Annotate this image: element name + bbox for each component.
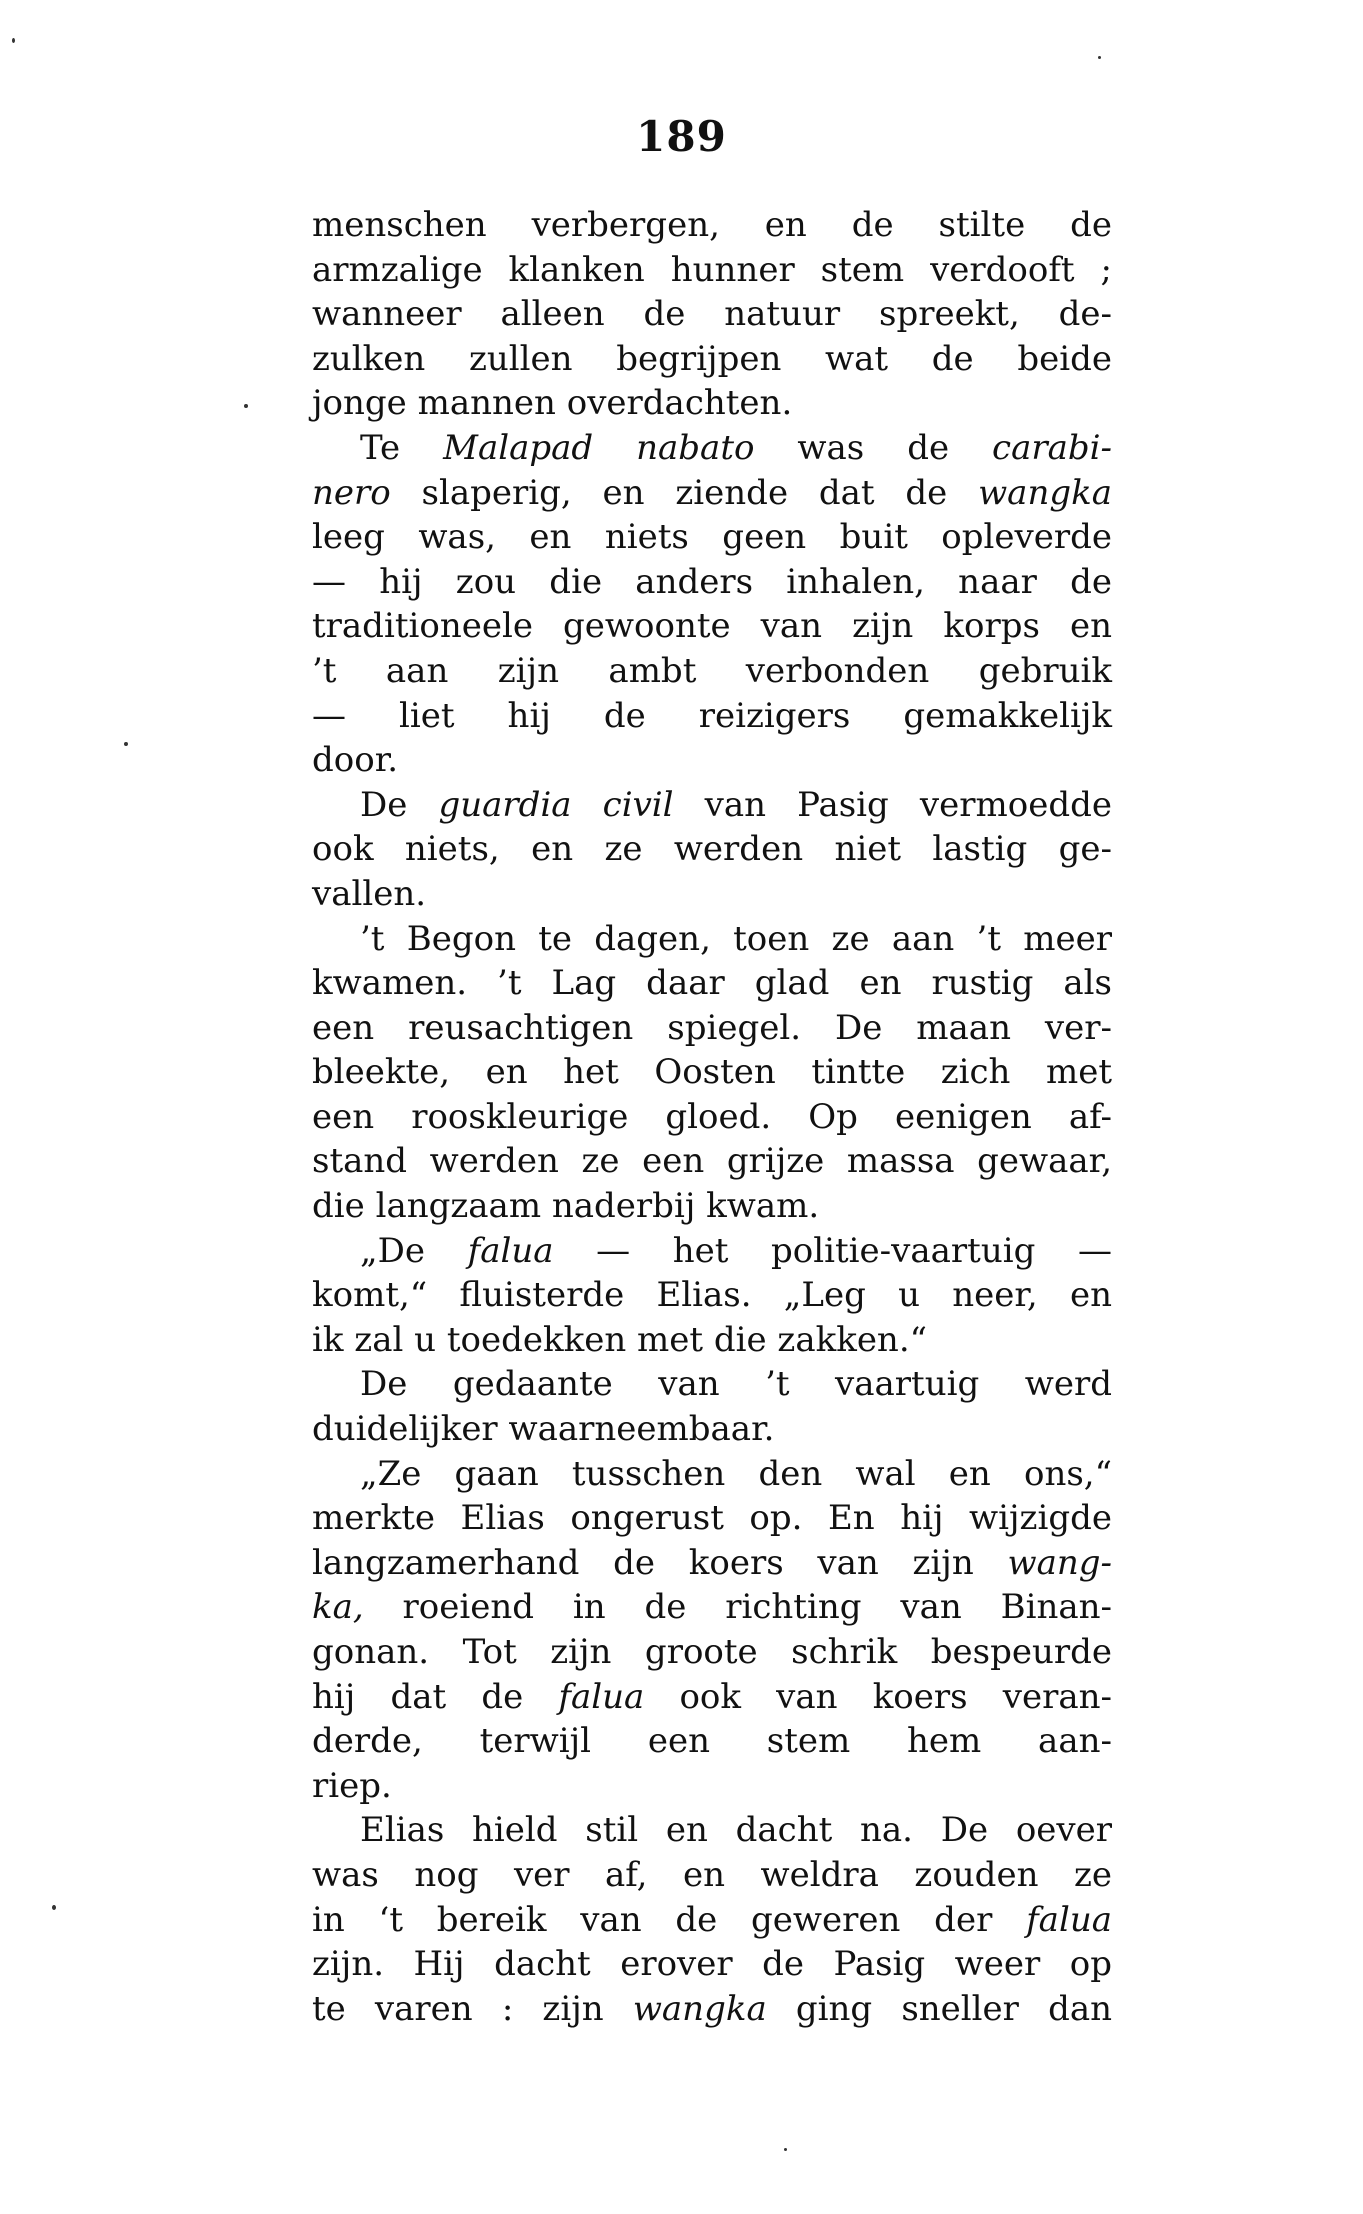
text-segment: komt,“ fluisterde Elias. „Leg u neer, en bbox=[312, 1275, 1112, 1316]
text-line bbox=[312, 1229, 1112, 1274]
text-segment: was nog ver af, en weldra zouden ze bbox=[312, 1854, 1112, 1895]
text-segment: roeiend in de richting van Binan- bbox=[363, 1587, 1112, 1628]
text-segment: bleekte, en het Oosten tintte zich met bbox=[312, 1052, 1112, 1093]
text-segment: vallen. bbox=[312, 873, 427, 914]
text-line bbox=[312, 1006, 1112, 1051]
text-line bbox=[312, 337, 1112, 382]
italic-text: nero bbox=[312, 472, 391, 513]
text-line bbox=[312, 203, 1112, 248]
text-line bbox=[312, 1318, 1112, 1363]
text-line bbox=[312, 1853, 1112, 1898]
text-segment: ’t Begon te dagen, toen ze aan ’t meer bbox=[360, 918, 1112, 959]
text-line bbox=[312, 1630, 1112, 1675]
text-segment: te varen : zijn bbox=[312, 1988, 633, 2029]
text-segment: Te bbox=[360, 427, 444, 468]
text-line bbox=[312, 471, 1112, 516]
text-line bbox=[312, 694, 1112, 739]
text-line bbox=[312, 872, 1112, 917]
text-line bbox=[312, 1585, 1112, 1630]
italic-text: wang- bbox=[1007, 1542, 1112, 1583]
text-segment: zijn. Hij dacht erover de Pasig weer op bbox=[312, 1944, 1112, 1985]
text-line bbox=[312, 1050, 1112, 1095]
text-segment: derde, terwijl een stem hem aan- bbox=[312, 1721, 1112, 1762]
text-line bbox=[312, 560, 1112, 605]
text-segment: menschen verbergen, en de stilte de bbox=[312, 205, 1112, 245]
print-speck bbox=[124, 742, 128, 746]
italic-text: ka, bbox=[312, 1587, 364, 1628]
text-line bbox=[312, 1362, 1112, 1407]
print-speck bbox=[1098, 56, 1101, 59]
text-segment: duidelijker waarneembaar. bbox=[312, 1409, 775, 1450]
text-segment: een rooskleurige gloed. Op eenigen af- bbox=[312, 1096, 1112, 1137]
text-line bbox=[312, 1675, 1112, 1720]
text-segment: wanneer alleen de natuur spreekt, de- bbox=[312, 294, 1112, 335]
body-text bbox=[312, 203, 1112, 2031]
text-segment: hij dat de bbox=[312, 1676, 559, 1717]
italic-text: carabi- bbox=[992, 427, 1113, 468]
text-line bbox=[312, 1898, 1112, 1943]
text-line bbox=[312, 1719, 1112, 1764]
italic-text: Malapad nabato bbox=[443, 427, 755, 468]
print-speck bbox=[784, 2148, 787, 2151]
text-segment: jonge mannen overdachten. bbox=[312, 383, 793, 424]
text-segment: ook niets, en ze werden niet lastig ge- bbox=[312, 829, 1112, 870]
text-segment: die langzaam naderbij kwam. bbox=[312, 1186, 820, 1227]
text-segment: langzamerhand de koers van zijn bbox=[312, 1542, 1008, 1583]
text-line bbox=[312, 1808, 1112, 1853]
text-line bbox=[312, 649, 1112, 694]
text-line bbox=[312, 1541, 1112, 1586]
text-line bbox=[312, 917, 1112, 962]
text-line bbox=[312, 1764, 1112, 1809]
text-line bbox=[312, 1095, 1112, 1140]
text-segment: merkte Elias ongerust op. En hij wijzigde bbox=[312, 1498, 1112, 1539]
text-segment: armzalige klanken hunner stem verdooft ; bbox=[312, 249, 1112, 290]
text-segment: riep. bbox=[312, 1765, 392, 1806]
text-line bbox=[312, 1184, 1112, 1229]
italic-text: guardia civil bbox=[438, 784, 674, 825]
text-segment: in ‘t bereik van de geweren der bbox=[312, 1899, 1027, 1940]
text-segment: door. bbox=[312, 740, 399, 781]
text-line bbox=[312, 1139, 1112, 1184]
text-segment: „De bbox=[360, 1230, 468, 1271]
text-segment: ik zal u toedekken met die zakken.“ bbox=[312, 1319, 928, 1360]
text-segment: — liet hij de reizigers gemakkelijk bbox=[312, 695, 1112, 736]
italic-text: wangka bbox=[632, 1988, 767, 2029]
text-line bbox=[312, 604, 1112, 649]
text-line bbox=[312, 292, 1112, 337]
text-segment: ging sneller dan bbox=[766, 1988, 1112, 2029]
text-segment: van Pasig vermoedde bbox=[673, 784, 1112, 825]
text-segment: leeg was, en niets geen buit opleverde bbox=[312, 517, 1112, 558]
text-line bbox=[312, 426, 1112, 471]
page-number: 189 bbox=[636, 112, 727, 161]
text-segment: was de bbox=[754, 427, 993, 468]
text-segment: een reusachtigen spiegel. De maan ver- bbox=[312, 1007, 1112, 1048]
text-line bbox=[312, 1942, 1112, 1987]
text-segment: — het politie-vaartuig — bbox=[553, 1230, 1112, 1271]
text-segment: ook van koers veran- bbox=[644, 1676, 1112, 1717]
italic-text: falua bbox=[467, 1230, 554, 1271]
text-line bbox=[312, 381, 1112, 426]
text-segment: „Ze gaan tusschen den wal en ons,“ bbox=[360, 1453, 1112, 1494]
italic-text: falua bbox=[558, 1676, 645, 1717]
italic-text: falua bbox=[1026, 1899, 1112, 1940]
text-segment: gonan. Tot zijn groote schrik bespeurde bbox=[312, 1632, 1112, 1672]
text-line bbox=[312, 515, 1112, 560]
text-line bbox=[312, 783, 1112, 828]
text-segment: Elias hield stil en dacht na. De oever bbox=[360, 1810, 1112, 1851]
print-speck bbox=[52, 1905, 56, 1910]
text-line bbox=[312, 738, 1112, 783]
text-segment: De bbox=[360, 784, 439, 825]
text-segment: stand werden ze een grijze massa gewaar, bbox=[312, 1141, 1112, 1182]
text-line bbox=[312, 248, 1112, 293]
text-line bbox=[312, 1407, 1112, 1452]
print-speck bbox=[244, 404, 248, 408]
print-speck bbox=[12, 38, 15, 43]
text-line bbox=[312, 1496, 1112, 1541]
text-line bbox=[312, 1452, 1112, 1497]
text-segment: — hij zou die anders inhalen, naar de bbox=[312, 561, 1112, 602]
text-line bbox=[312, 1273, 1112, 1318]
text-segment: traditioneele gewoonte van zijn korps en bbox=[312, 606, 1112, 647]
italic-text: wangka bbox=[978, 472, 1112, 513]
text-segment: De gedaante van ’t vaartuig werd bbox=[360, 1364, 1112, 1405]
text-segment: ’t aan zijn ambt verbonden gebruik bbox=[312, 650, 1112, 691]
text-line bbox=[312, 827, 1112, 872]
text-segment: slaperig, en ziende dat de bbox=[390, 472, 979, 513]
text-line bbox=[312, 961, 1112, 1006]
text-line bbox=[312, 1987, 1112, 2032]
text-segment: zulken zullen begrijpen wat de beide bbox=[312, 338, 1112, 379]
text-segment: kwamen. ’t Lag daar glad en rustig als bbox=[312, 963, 1112, 1004]
